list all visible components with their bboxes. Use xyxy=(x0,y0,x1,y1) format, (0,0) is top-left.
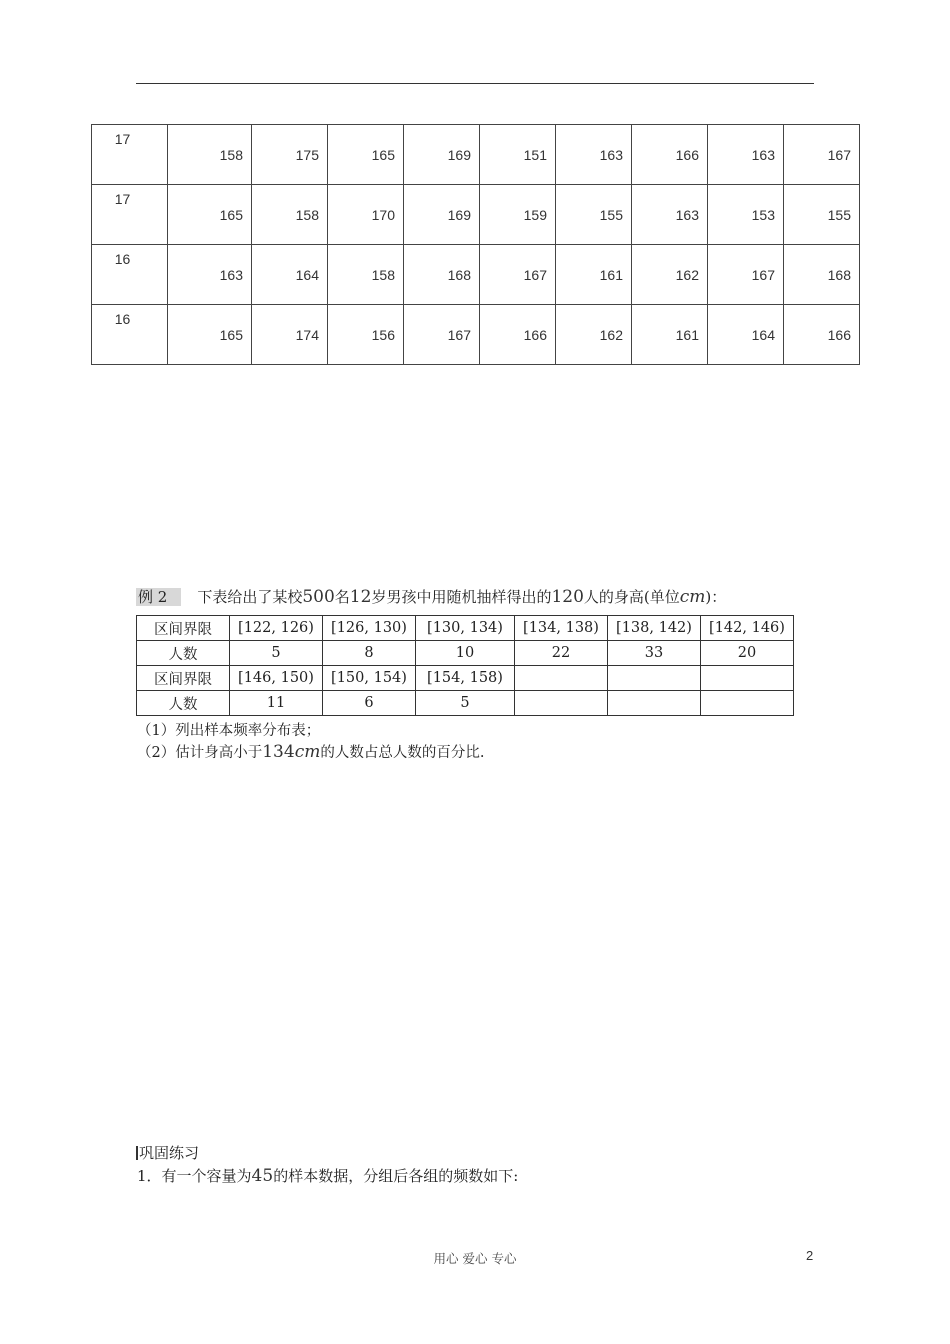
table-cell: [150, 154) xyxy=(323,666,416,691)
cell-value: 158 xyxy=(219,146,243,163)
table-cell xyxy=(515,666,608,691)
table-cell xyxy=(632,185,708,245)
table-row xyxy=(92,185,860,245)
cell-value: 164 xyxy=(751,326,775,343)
cell-value: 161 xyxy=(599,266,623,283)
table-cell xyxy=(168,245,252,305)
table-row xyxy=(137,641,794,666)
table-cell xyxy=(252,185,328,245)
cell-value: 151 xyxy=(523,146,547,163)
row-header-text: 16 xyxy=(114,311,131,327)
table-cell: [138, 142) xyxy=(608,616,701,641)
row-header-text: 17 xyxy=(114,131,131,147)
table-cell xyxy=(328,185,404,245)
question-2 xyxy=(137,741,484,762)
table-cell xyxy=(556,185,632,245)
problem-text: 1．有一个容量为 xyxy=(137,1167,252,1185)
row-label-cell: 人数 xyxy=(137,691,230,716)
table-cell: 33 xyxy=(608,641,701,666)
table-row xyxy=(137,666,794,691)
example-text: )： xyxy=(705,588,727,606)
row-header-text: 17 xyxy=(114,191,131,207)
cell-value: 166 xyxy=(523,326,547,343)
cell-value: 163 xyxy=(675,206,699,223)
row-header-cell xyxy=(92,125,168,185)
table-cell xyxy=(328,125,404,185)
cell-value: 164 xyxy=(295,266,319,283)
math-number: 500 xyxy=(302,587,335,607)
cell-value: 162 xyxy=(675,266,699,283)
example-text: 名 xyxy=(334,588,350,606)
math-number: 45 xyxy=(251,1166,274,1186)
row-header-cell xyxy=(92,185,168,245)
question-text: 的人数占总人数的百分比. xyxy=(320,745,485,761)
table-cell xyxy=(701,666,794,691)
table-cell xyxy=(252,125,328,185)
cell-value: 170 xyxy=(371,206,395,223)
cell-value: 163 xyxy=(751,146,775,163)
question-1: （1）列出样本频率分布表； xyxy=(137,723,321,739)
table-row xyxy=(92,125,860,185)
table-cell xyxy=(701,691,794,716)
table-cell xyxy=(632,245,708,305)
row-header-cell xyxy=(92,245,168,305)
table-cell: 8 xyxy=(323,641,416,666)
table-cell xyxy=(252,245,328,305)
cell-value: 168 xyxy=(827,266,851,283)
table-cell xyxy=(708,305,784,365)
table-cell xyxy=(556,305,632,365)
table-cell xyxy=(168,185,252,245)
example-text: 人的身高(单位 xyxy=(583,588,680,606)
example-label: 例 2 xyxy=(136,588,181,606)
table-cell: [154, 158) xyxy=(416,666,515,691)
table-cell xyxy=(632,305,708,365)
table-cell xyxy=(404,125,480,185)
example-2-statement xyxy=(136,586,726,607)
section-heading xyxy=(136,1142,199,1163)
cell-value: 161 xyxy=(675,326,699,343)
cell-value: 175 xyxy=(295,146,319,163)
table-cell: [130, 134) xyxy=(416,616,515,641)
cell-value: 166 xyxy=(827,326,851,343)
table-row xyxy=(92,245,860,305)
table-cell xyxy=(708,245,784,305)
table-row xyxy=(137,691,794,716)
table-cell xyxy=(328,305,404,365)
table-cell: [122, 126) xyxy=(230,616,323,641)
table-cell: 20 xyxy=(701,641,794,666)
math-number: 12 xyxy=(349,587,372,607)
example-text: 下表给出了某校 xyxy=(197,588,303,606)
table-cell xyxy=(480,305,556,365)
cell-value: 169 xyxy=(447,146,471,163)
table-cell xyxy=(556,125,632,185)
table-cell xyxy=(708,125,784,185)
heading-marker xyxy=(136,1146,138,1160)
table-cell xyxy=(480,125,556,185)
cell-value: 163 xyxy=(599,146,623,163)
math-number: 120 xyxy=(551,587,584,607)
cell-value: 165 xyxy=(219,326,243,343)
table-cell xyxy=(480,185,556,245)
math-unit: cm xyxy=(679,587,706,607)
table-row xyxy=(137,616,794,641)
table-cell: 10 xyxy=(416,641,515,666)
table-cell xyxy=(608,666,701,691)
section-title: 巩固练习 xyxy=(139,1144,200,1162)
table-cell xyxy=(784,305,860,365)
table-cell xyxy=(556,245,632,305)
interval-count-table xyxy=(136,615,794,716)
cell-value: 156 xyxy=(371,326,395,343)
table-cell: [126, 130) xyxy=(323,616,416,641)
table-cell xyxy=(708,185,784,245)
problem-text: 的样本数据，分组后各组的频数如下: xyxy=(273,1167,519,1185)
table-cell: 5 xyxy=(416,691,515,716)
row-label-cell: 人数 xyxy=(137,641,230,666)
table-cell: 11 xyxy=(230,691,323,716)
table-cell: 6 xyxy=(323,691,416,716)
table-cell xyxy=(404,185,480,245)
math-unit: cm xyxy=(294,742,321,762)
row-header-cell xyxy=(92,305,168,365)
cell-value: 169 xyxy=(447,206,471,223)
row-label-cell: 区间界限 xyxy=(137,616,230,641)
table-cell xyxy=(328,245,404,305)
table-cell xyxy=(784,245,860,305)
cell-value: 167 xyxy=(827,146,851,163)
cell-value: 153 xyxy=(751,206,775,223)
cell-value: 159 xyxy=(523,206,547,223)
cell-value: 167 xyxy=(447,326,471,343)
cell-value: 167 xyxy=(751,266,775,283)
table-cell xyxy=(480,245,556,305)
cell-value: 165 xyxy=(371,146,395,163)
table-cell: 22 xyxy=(515,641,608,666)
cell-value: 174 xyxy=(295,326,319,343)
page-number: 2 xyxy=(806,1248,814,1263)
cell-value: 162 xyxy=(599,326,623,343)
table-cell xyxy=(168,305,252,365)
row-header-text: 16 xyxy=(114,251,131,267)
math-number: 134 xyxy=(262,742,295,762)
table-cell xyxy=(784,185,860,245)
cell-value: 158 xyxy=(295,206,319,223)
header-rule xyxy=(136,83,814,84)
table-cell xyxy=(252,305,328,365)
table-cell xyxy=(608,691,701,716)
table-cell xyxy=(168,125,252,185)
page-footer: 用心 爱心 专心 xyxy=(433,1251,517,1266)
practice-problem-1 xyxy=(137,1165,518,1186)
table-cell xyxy=(784,125,860,185)
table-cell: [134, 138) xyxy=(515,616,608,641)
table-cell: [146, 150) xyxy=(230,666,323,691)
cell-value: 165 xyxy=(219,206,243,223)
cell-value: 167 xyxy=(523,266,547,283)
cell-value: 168 xyxy=(447,266,471,283)
table-cell: [142, 146) xyxy=(701,616,794,641)
table-cell xyxy=(515,691,608,716)
row-label-cell: 区间界限 xyxy=(137,666,230,691)
table-cell xyxy=(404,245,480,305)
cell-value: 155 xyxy=(827,206,851,223)
height-data-table xyxy=(91,124,860,365)
table-cell xyxy=(404,305,480,365)
cell-value: 155 xyxy=(599,206,623,223)
table-cell: 5 xyxy=(230,641,323,666)
cell-value: 166 xyxy=(675,146,699,163)
cell-value: 163 xyxy=(219,266,243,283)
question-text: （2）估计身高小于 xyxy=(137,745,263,761)
cell-value: 158 xyxy=(371,266,395,283)
table-cell xyxy=(632,125,708,185)
table-row xyxy=(92,305,860,365)
example-text: 岁男孩中用随机抽样得出的 xyxy=(371,588,552,606)
